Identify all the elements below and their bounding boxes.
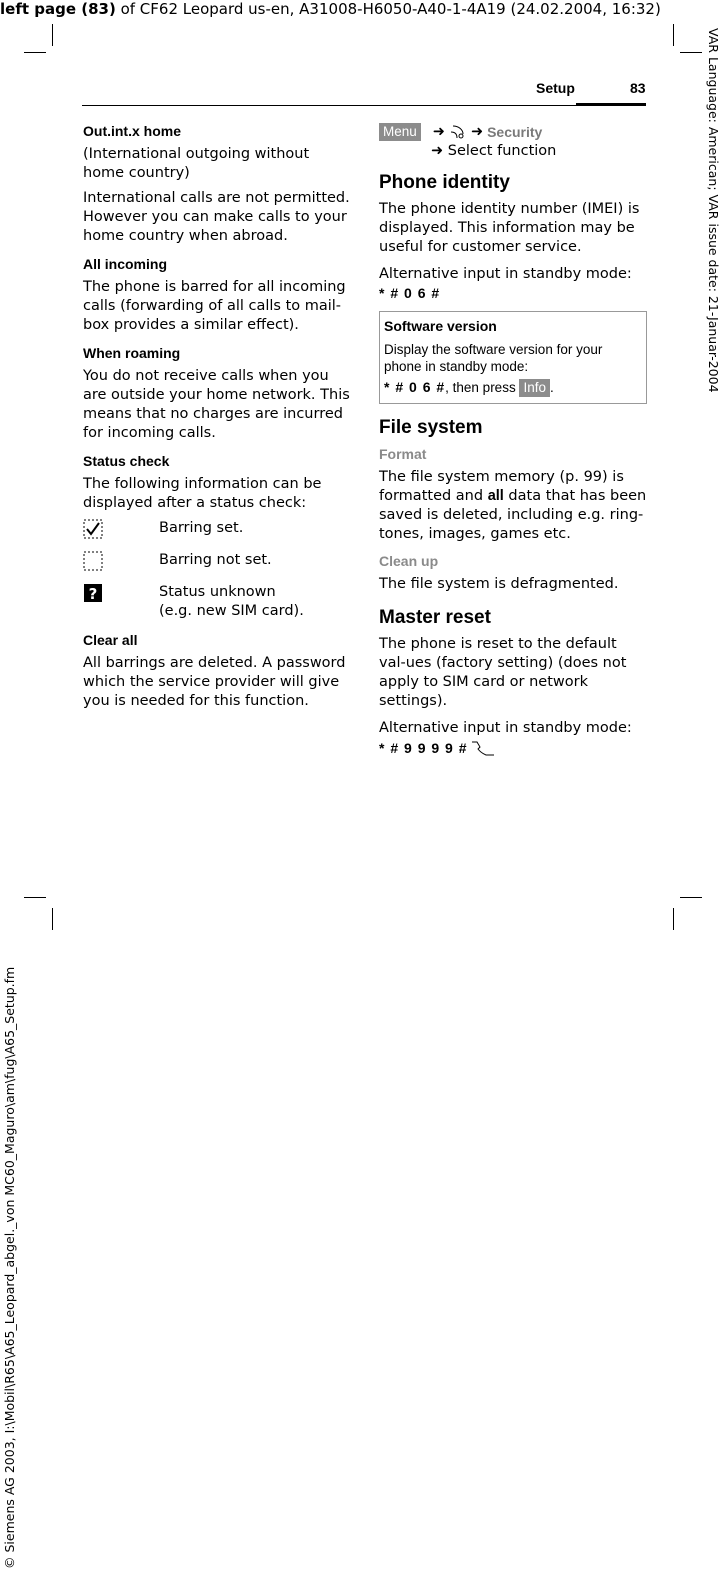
status-item-label: Barring not set. [159,552,272,568]
cleanup-text: The file system is defragmented. [379,576,619,592]
side-info-left [2,340,18,1569]
menu-softkey: Menu [379,123,421,141]
status-unknown-icon [83,583,103,603]
crop-mark [673,908,674,930]
phone-identity-title: Phone identity [379,172,510,193]
crop-mark [680,897,702,898]
right-column [379,122,647,758]
side-info-right [705,28,721,408]
phone-identity-text: The phone identity number (IMEI) is displayed. This information may be useful for customer service. [379,201,640,255]
format-text-2: data that has been saved is deleted, including e.g. ring-tones, images, games etc. [379,488,647,542]
cleanup-title: Clean up [379,553,439,569]
reset-code-row [379,738,647,758]
software-version-then: , then press [445,380,520,395]
out-int-title: Out.int.x home [83,123,181,139]
call-key-icon [470,738,496,758]
clear-all-title: Clear all [83,632,138,648]
menu-path [379,122,647,142]
nav-security: Security [487,123,543,140]
reset-code: * # 9 9 9 9 # [379,739,468,756]
clear-all-text: All barrings are deleted. A password which the service provider will give you is needed for this function. [83,655,346,709]
arrow-icon: ➜ [432,123,445,140]
status-item-label: Status unknown [159,584,276,600]
header-page-ref: left page (83) [0,0,116,18]
status-item-set [83,519,350,545]
header-doc-info: of CF62 Leopard us-en, A31008-H6050-A40-1-4A19 (24.02.2004, 16:32) [115,0,661,18]
nav-select-function: Select function [447,143,557,159]
arrow-icon: ➜ [431,143,444,159]
format-title: Format [379,446,427,462]
format-all: all [487,488,504,504]
barring-not-set-icon [83,551,103,571]
setup-icon [449,124,467,140]
svg-text:?: ? [88,585,98,603]
crop-mark [24,52,46,53]
period: . [549,380,554,395]
all-incoming-title: All incoming [83,256,167,272]
arrow-icon: ➜ [470,123,484,140]
crop-mark [52,908,53,930]
master-reset-text: The phone is reset to the default val-ues (factory setting) (does not apply to SIM card or network settings). [379,636,627,709]
format-text [379,468,647,544]
crop-mark [673,24,674,46]
out-int-text: International calls are not permitted. However you can make calls to your home country when abroad. [83,190,350,244]
copyright-text: © Siemens AG 2003, I:\Mobil\R65\A65_Leopard_abgel._von MC60_Maguro\am\fug\A65_Setup.fm [2,966,17,1569]
left-column [83,122,350,717]
status-item-label: Barring set. [159,520,244,536]
barring-set-icon [83,519,103,539]
status-check-text: The following information can be displayed after a status check: [83,476,322,511]
software-version-title: Software version [384,318,497,334]
roaming-title: When roaming [83,345,181,361]
file-system-title: File system [379,417,483,438]
var-language-text: VAR Language: American; VAR issue date: 21-Januar-2004 [706,28,721,393]
crop-mark [680,52,702,53]
alt-input-label-2: Alternative input in standby mode: [379,720,632,736]
all-incoming-text: The phone is barred for all incoming calls (forwarding of all calls to mail-box provides a similar effect). [83,279,346,333]
roaming-text: You do not receive calls when you are outside your home network. This means that no charges are incurred for incoming calls. [83,368,350,441]
status-check-title: Status check [83,453,170,469]
software-version-box [379,311,647,404]
status-item-not-set [83,551,350,577]
software-version-code: * # 0 6 # [384,379,446,395]
status-item-unknown [83,583,350,621]
out-int-desc: (International outgoing without home country) [83,146,310,181]
running-head-section: Setup [536,80,575,96]
master-reset-title: Master reset [379,607,491,628]
header-rule-thick [576,103,646,106]
imei-code: * # 0 6 # [379,285,441,301]
document-header [0,0,661,18]
header-rule [82,105,576,106]
crop-mark [52,24,53,46]
software-version-text: Display the software version for your phone in standby mode: [384,342,603,374]
format-text-1: The file system memory (p. 99) is formatted and [379,469,624,504]
status-item-note: (e.g. new SIM card). [159,603,304,619]
alt-input-label: Alternative input in standby mode: [379,266,632,282]
running-head-page: 83 [630,80,646,96]
crop-mark [24,897,46,898]
info-softkey: Info [519,379,550,397]
menu-path-2 [431,142,647,161]
